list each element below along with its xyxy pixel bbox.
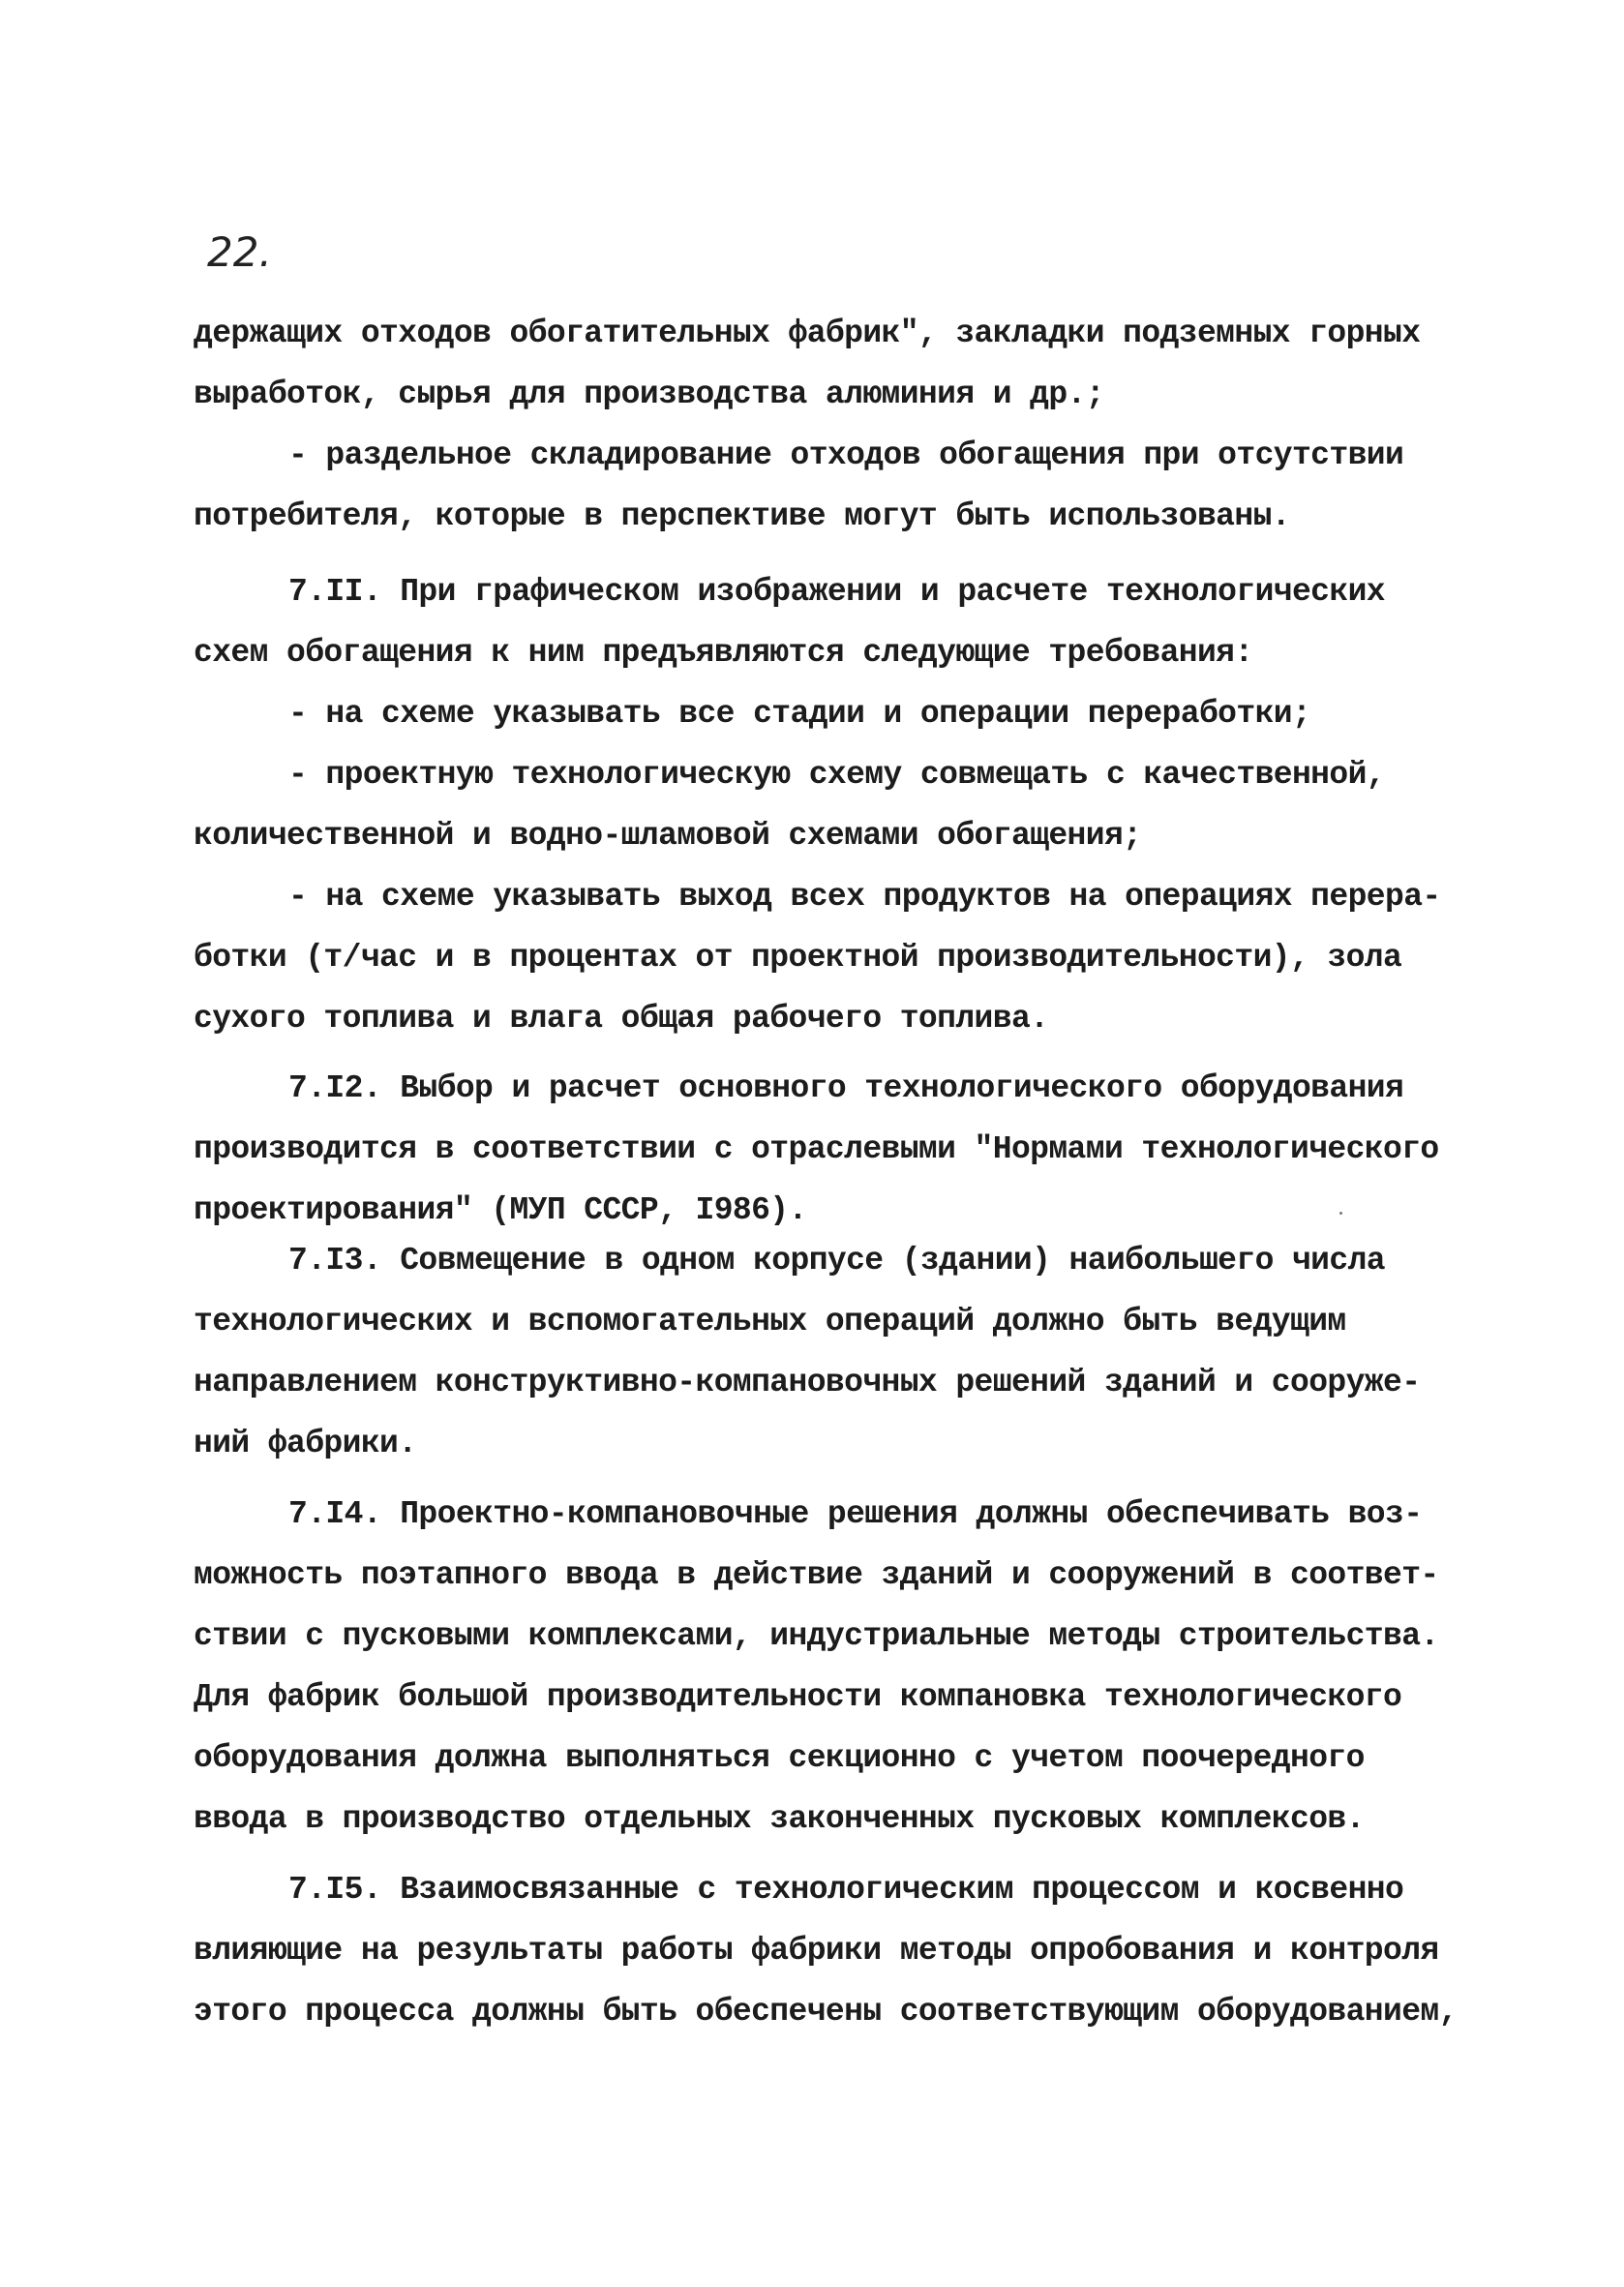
text-line: ботки (т/час и в процентах от проектной производительности), зола	[194, 940, 1402, 976]
text-line: 7.I5. Взаимосвязанные с технологическим процессом и косвенно	[288, 1872, 1404, 1908]
text-line: 7.I3. Совмещение в одном корпусе (здании) наибольшего числа	[288, 1243, 1385, 1279]
text-line: 7.II. При графическом изображении и расчете технологических	[288, 574, 1385, 610]
text-line: направлением конструктивно-компановочных решений зданий и сооруже-	[194, 1365, 1421, 1400]
text-line: ввода в производство отдельных законченных пусковых комплексов.	[194, 1801, 1365, 1837]
text-line: влияющие на результаты работы фабрики методы опробования и контроля	[194, 1933, 1439, 1969]
text-line: можность поэтапного ввода в действие зданий и сооружений в соответ-	[194, 1557, 1439, 1593]
page-number: 22.	[207, 228, 272, 276]
text-line: выработок, сырья для производства алюминия и др.;	[194, 376, 1104, 412]
text-line: - проектную технологическую схему совмещать с качественной,	[288, 757, 1385, 793]
text-line: держащих отходов обогатительных фабрик", закладки подземных горных	[194, 316, 1421, 351]
text-line: - раздельное складирование отходов обогащения при отсутствии	[288, 437, 1404, 473]
text-line: этого процесса должны быть обеспечены соответствующим оборудованием,	[194, 1994, 1458, 2030]
text-line: - на схеме указывать выход всех продуктов на операциях перера-	[288, 879, 1441, 915]
text-line: производится в соответствии с отраслевыми "Нормами технологического	[194, 1131, 1439, 1167]
text-line: 7.I4. Проектно-компановочные решения должны обеспечивать воз-	[288, 1496, 1423, 1532]
text-line: ствии с пусковыми комплексами, индустриальные методы строительства.	[194, 1618, 1439, 1654]
text-line: технологических и вспомогательных операций должно быть ведущим	[194, 1304, 1346, 1339]
text-line: количественной и водно-шламовой схемами обогащения;	[194, 818, 1142, 854]
text-line: 7.I2. Выбор и расчет основного технологического оборудования	[288, 1070, 1404, 1106]
text-line: потребителя, которые в перспективе могут быть использованы.	[194, 498, 1290, 534]
text-line: - на схеме указывать все стадии и операции переработки;	[288, 696, 1311, 732]
scan-speck	[1339, 1212, 1342, 1215]
text-line: схем обогащения к ним предъявляются следующие требования:	[194, 635, 1253, 671]
text-line: проектирования" (МУП СССР, I986).	[194, 1192, 807, 1228]
text-line: ний фабрики.	[194, 1426, 417, 1461]
text-line: сухого топлива и влага общая рабочего топлива.	[194, 1001, 1049, 1037]
text-line: оборудования должна выполняться секционно с учетом поочередного	[194, 1740, 1365, 1776]
text-line: Для фабрик большой производительности компановка технологического	[194, 1679, 1402, 1715]
